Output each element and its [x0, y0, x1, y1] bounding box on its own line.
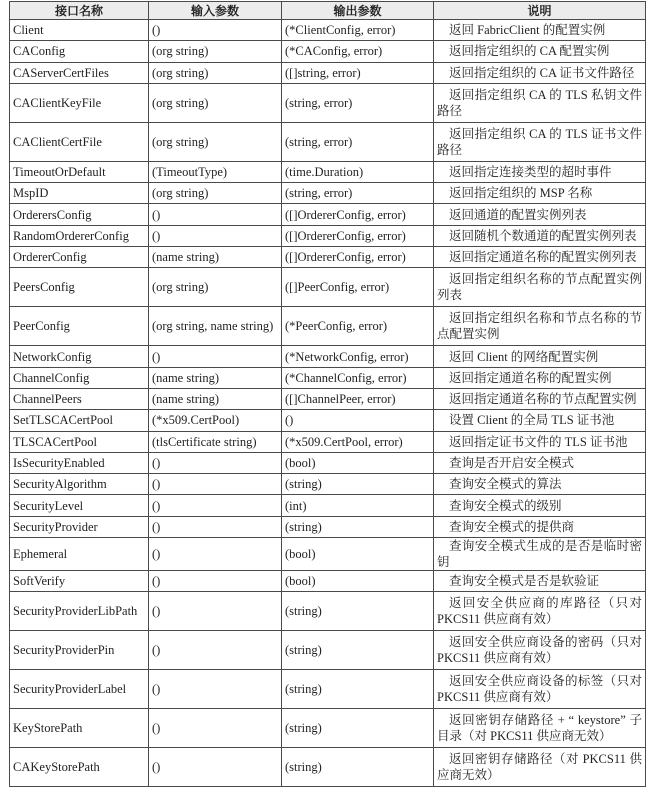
- table-row: [10, 307, 646, 346]
- cell-input-params: (tlsCertificate string): [149, 431, 282, 452]
- cell-description: 返回指定组织 CA 的 TLS 证书文件路径: [434, 122, 646, 161]
- cell-output-params: ([]OrdererConfig, error): [282, 247, 434, 268]
- cell-description: 返回指定组织的 CA 证书文件路径: [434, 62, 646, 83]
- cell-input-params: (): [149, 452, 282, 473]
- cell-description: 查询是否开启安全模式: [434, 452, 646, 473]
- cell-description: 返回指定组织 CA 的 TLS 私钥文件路径: [434, 83, 646, 122]
- cell-interface-name: PeersConfig: [10, 268, 149, 307]
- cell-interface-name: OrderersConfig: [10, 204, 149, 225]
- table-row: [10, 388, 646, 409]
- cell-description: 返回安全供应商设备的标签（只对 PKCS11 供应商有效）: [434, 670, 646, 709]
- cell-output-params: ([]PeerConfig, error): [282, 268, 434, 307]
- api-table: [9, 1, 646, 787]
- table-row: [10, 161, 646, 182]
- table-row: [10, 474, 646, 495]
- cell-output-params: (*NetworkConfig, error): [282, 346, 434, 367]
- header-output-params: 输出参数: [282, 2, 434, 20]
- cell-interface-name: SecurityLevel: [10, 495, 149, 516]
- cell-description: 返回指定连接类型的超时事件: [434, 161, 646, 182]
- cell-input-params: (name string): [149, 388, 282, 409]
- cell-interface-name: TimeoutOrDefault: [10, 161, 149, 182]
- cell-interface-name: TLSCACertPool: [10, 431, 149, 452]
- cell-description: 设置 Client 的全局 TLS 证书池: [434, 410, 646, 431]
- cell-description: 返回指定组织的 MSP 名称: [434, 183, 646, 204]
- cell-input-params: (): [149, 516, 282, 537]
- cell-output-params: (string, error): [282, 122, 434, 161]
- cell-description: 查询安全模式的级别: [434, 495, 646, 516]
- cell-output-params: (*PeerConfig, error): [282, 307, 434, 346]
- table-row: [10, 62, 646, 83]
- cell-description: 返回 Client 的网络配置实例: [434, 346, 646, 367]
- cell-interface-name: SoftVerify: [10, 571, 149, 592]
- table-row: [10, 183, 646, 204]
- cell-description: 返回指定通道名称的配置实例: [434, 367, 646, 388]
- table-row: [10, 346, 646, 367]
- cell-input-params: (org string): [149, 62, 282, 83]
- cell-output-params: (string): [282, 709, 434, 748]
- cell-description: 查询安全模式生成的是否是临时密钥: [434, 538, 646, 571]
- cell-output-params: (*x509.CertPool, error): [282, 431, 434, 452]
- cell-description: 返回指定通道名称的配置实例列表: [434, 247, 646, 268]
- cell-input-params: (): [149, 538, 282, 571]
- cell-output-params: (*ClientConfig, error): [282, 20, 434, 41]
- cell-output-params: (string, error): [282, 183, 434, 204]
- cell-description: 返回随机个数通道的配置实例列表: [434, 225, 646, 246]
- cell-description: 查询安全模式是否是软验证: [434, 571, 646, 592]
- table-row: [10, 631, 646, 670]
- cell-output-params: (bool): [282, 452, 434, 473]
- cell-input-params: (): [149, 709, 282, 748]
- cell-description: 返回 FabricClient 的配置实例: [434, 20, 646, 41]
- cell-interface-name: SecurityAlgorithm: [10, 474, 149, 495]
- table-row: [10, 748, 646, 787]
- cell-output-params: ([]string, error): [282, 62, 434, 83]
- cell-interface-name: Ephemeral: [10, 538, 149, 571]
- cell-output-params: (string): [282, 474, 434, 495]
- cell-interface-name: Client: [10, 20, 149, 41]
- header-description: 说明: [434, 2, 646, 20]
- cell-interface-name: CAClientKeyFile: [10, 83, 149, 122]
- cell-description: 查询安全模式的提供商: [434, 516, 646, 537]
- cell-output-params: (*ChannelConfig, error): [282, 367, 434, 388]
- table-row: [10, 41, 646, 62]
- table-row: [10, 495, 646, 516]
- cell-input-params: (): [149, 631, 282, 670]
- cell-interface-name: SecurityProviderLabel: [10, 670, 149, 709]
- cell-interface-name: SecurityProviderPin: [10, 631, 149, 670]
- table-row: [10, 670, 646, 709]
- table-row: [10, 247, 646, 268]
- cell-interface-name: RandomOrdererConfig: [10, 225, 149, 246]
- cell-output-params: (bool): [282, 538, 434, 571]
- cell-interface-name: PeerConfig: [10, 307, 149, 346]
- table-row: [10, 410, 646, 431]
- header-row: [10, 2, 646, 20]
- table-row: [10, 122, 646, 161]
- cell-input-params: (org string, name string): [149, 307, 282, 346]
- cell-interface-name: KeyStorePath: [10, 709, 149, 748]
- cell-input-params: (org string): [149, 268, 282, 307]
- cell-output-params: ([]ChannelPeer, error): [282, 388, 434, 409]
- table-row: [10, 83, 646, 122]
- table-row: [10, 709, 646, 748]
- cell-input-params: (name string): [149, 367, 282, 388]
- cell-description: 查询安全模式的算法: [434, 474, 646, 495]
- cell-interface-name: CAClientCertFile: [10, 122, 149, 161]
- cell-description: 返回密钥存储路径（对 PKCS11 供应商无效）: [434, 748, 646, 787]
- table-row: [10, 20, 646, 41]
- cell-input-params: (): [149, 20, 282, 41]
- cell-interface-name: NetworkConfig: [10, 346, 149, 367]
- table-row: [10, 367, 646, 388]
- cell-input-params: (*x509.CertPool): [149, 410, 282, 431]
- cell-interface-name: ChannelConfig: [10, 367, 149, 388]
- cell-interface-name: SetTLSCACertPool: [10, 410, 149, 431]
- table-row: [10, 204, 646, 225]
- cell-output-params: (string): [282, 748, 434, 787]
- cell-output-params: (bool): [282, 571, 434, 592]
- cell-input-params: (): [149, 204, 282, 225]
- cell-output-params: (string): [282, 670, 434, 709]
- cell-interface-name: IsSecurityEnabled: [10, 452, 149, 473]
- cell-input-params: (): [149, 670, 282, 709]
- cell-output-params: (string): [282, 516, 434, 537]
- cell-input-params: (org string): [149, 122, 282, 161]
- table-header: [10, 2, 646, 20]
- cell-description: 返回安全供应商的库路径（只对 PKCS11 供应商有效）: [434, 592, 646, 631]
- cell-description: 返回指定组织的 CA 配置实例: [434, 41, 646, 62]
- cell-input-params: (org string): [149, 41, 282, 62]
- cell-output-params: (string, error): [282, 83, 434, 122]
- table-row: [10, 592, 646, 631]
- cell-input-params: (name string): [149, 247, 282, 268]
- table-row: [10, 571, 646, 592]
- header-interface-name: 接口名称: [10, 2, 149, 20]
- cell-interface-name: SecurityProviderLibPath: [10, 592, 149, 631]
- header-input-params: 输入参数: [149, 2, 282, 20]
- cell-description: 返回密钥存储路径 + “ keystore” 子目录（对 PKCS11 供应商无效）: [434, 709, 646, 748]
- cell-input-params: (): [149, 748, 282, 787]
- table-body: [10, 20, 646, 787]
- cell-description: 返回通道的配置实例列表: [434, 204, 646, 225]
- cell-input-params: (): [149, 495, 282, 516]
- cell-description: 返回指定证书文件的 TLS 证书池: [434, 431, 646, 452]
- table-row: [10, 431, 646, 452]
- cell-interface-name: OrdererConfig: [10, 247, 149, 268]
- cell-input-params: (): [149, 592, 282, 631]
- cell-input-params: (org string): [149, 183, 282, 204]
- cell-interface-name: SecurityProvider: [10, 516, 149, 537]
- cell-description: 返回指定组织名称和节点名称的节点配置实例: [434, 307, 646, 346]
- table-row: [10, 516, 646, 537]
- table-row: [10, 268, 646, 307]
- cell-input-params: (): [149, 474, 282, 495]
- cell-output-params: (*CAConfig, error): [282, 41, 434, 62]
- cell-interface-name: ChannelPeers: [10, 388, 149, 409]
- cell-output-params: (int): [282, 495, 434, 516]
- cell-interface-name: CAServerCertFiles: [10, 62, 149, 83]
- cell-output-params: (): [282, 410, 434, 431]
- cell-interface-name: CAKeyStorePath: [10, 748, 149, 787]
- cell-output-params: ([]OrdererConfig, error): [282, 225, 434, 246]
- cell-output-params: ([]OrdererConfig, error): [282, 204, 434, 225]
- cell-output-params: (string): [282, 592, 434, 631]
- cell-input-params: (org string): [149, 83, 282, 122]
- table-row: [10, 225, 646, 246]
- table-row: [10, 538, 646, 571]
- cell-input-params: (): [149, 225, 282, 246]
- table-row: [10, 452, 646, 473]
- cell-description: 返回指定通道名称的节点配置实例: [434, 388, 646, 409]
- cell-description: 返回指定组织名称的节点配置实例列表: [434, 268, 646, 307]
- cell-output-params: (time.Duration): [282, 161, 434, 182]
- cell-input-params: (): [149, 571, 282, 592]
- cell-output-params: (string): [282, 631, 434, 670]
- cell-description: 返回安全供应商设备的密码（只对 PKCS11 供应商有效）: [434, 631, 646, 670]
- cell-interface-name: CAConfig: [10, 41, 149, 62]
- cell-input-params: (TimeoutType): [149, 161, 282, 182]
- cell-input-params: (): [149, 346, 282, 367]
- cell-interface-name: MspID: [10, 183, 149, 204]
